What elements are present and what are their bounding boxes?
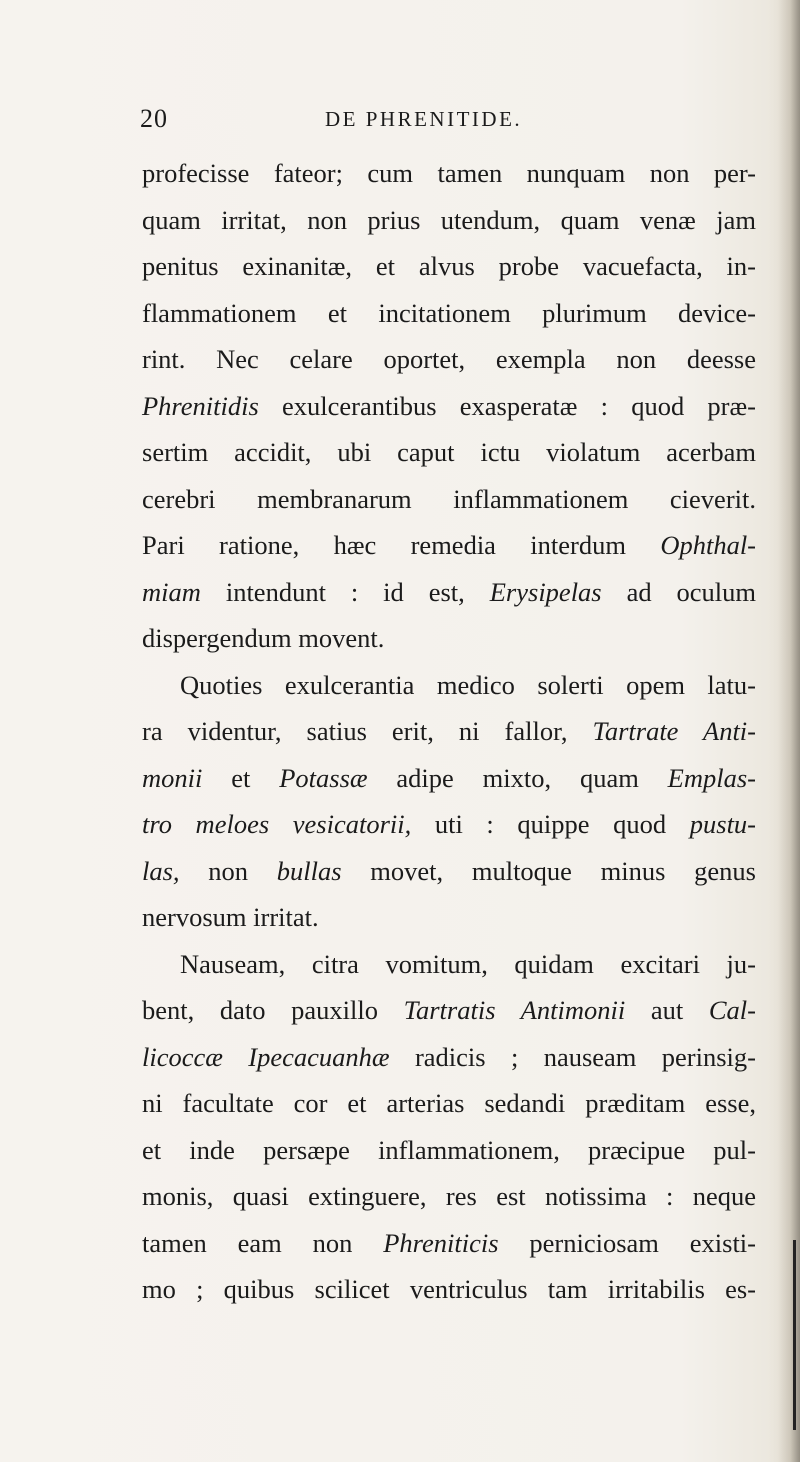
text-line: mo ; quibus scilicet ventriculus tam irritabilis es- [142,1274,756,1304]
italic-term: Phreniticis [383,1227,499,1258]
text-line: Nauseam, citra vomitum, quidam excitari ju- [180,948,756,979]
text-line: nervosum irritat. [142,902,319,932]
text-line: rint. Nec celare oportet, exempla non deesse [142,344,756,374]
text-line: et inde persæpe inflammationem, præcipue pul- [142,1134,756,1165]
text-line: miam intendunt : id est, Erysipelas ad oculum [142,576,757,607]
italic-term: miam [142,576,201,607]
italic-term: Erysipelas [489,576,602,607]
text-line: sertim accidit, ubi caput ictu violatum acerbam [142,437,756,467]
italic-term: Ophthal- [660,530,756,560]
text-line: ra videntur, satius erit, ni fallor, Tartrate Anti- [142,716,756,746]
italic-term: bullas [276,855,342,886]
page-edge-mark [793,1240,796,1430]
page-header [0,104,800,144]
text-line: monii et Potassæ adipe mixto, quam Emplas- [142,762,756,793]
italic-term: tro meloes vesicatorii, [142,809,412,839]
text-line: penitus exinanitæ, et alvus probe vacuefacta, in- [142,251,756,281]
text-line: licoccæ Ipecacuanhæ radicis ; nauseam perinsig- [142,1041,756,1072]
italic-term: Cal- [708,995,756,1025]
text-line: cerebri membranarum inflammationem cieverit. [142,483,756,514]
text-line: monis, quasi extinguere, res est notissima : neque [142,1181,756,1211]
text-line: quam irritat, non prius utendum, quam venæ jam [142,204,756,235]
page-number: 20 [140,104,168,133]
text-line: las, non bullas movet, multoque minus genus [142,855,756,886]
text-line: profecisse fateor; cum tamen nunquam non per- [142,158,756,188]
text-line: ni facultate cor et arterias sedandi præditam esse, [142,1088,756,1118]
running-head: DE PHRENITIDE. [325,107,523,131]
italic-term: Tartrate Anti- [592,716,756,746]
body-text [142,150,756,1313]
text-line: Phrenitidis exulcerantibus exasperatæ : quod præ- [142,390,756,421]
text-line: Pari ratione, hæc remedia interdum Ophthal- [142,530,756,560]
italic-term: monii [142,762,203,793]
italic-term: pustu- [689,809,756,839]
italic-term: las, [142,855,180,886]
italic-term: licoccæ Ipecacuanhæ [142,1041,390,1072]
text-line: dispergendum movent. [142,623,385,653]
italic-term: Tartratis Antimonii [403,995,626,1025]
italic-term: Potassæ [279,762,368,793]
italic-term: Emplas- [667,762,756,793]
text-line: Quoties exulcerantia medico solerti opem latu- [180,669,756,700]
text-line: tamen eam non Phreniticis perniciosam existi- [142,1227,756,1258]
italic-term: Phrenitidis [142,390,259,421]
page-gutter-shadow [778,0,800,1462]
text-line: flammationem et incitationem plurimum device- [142,297,756,328]
text-line: tro meloes vesicatorii, uti : quippe quod pustu- [142,809,756,839]
text-line: bent, dato pauxillo Tartratis Antimonii aut Cal- [142,995,756,1025]
